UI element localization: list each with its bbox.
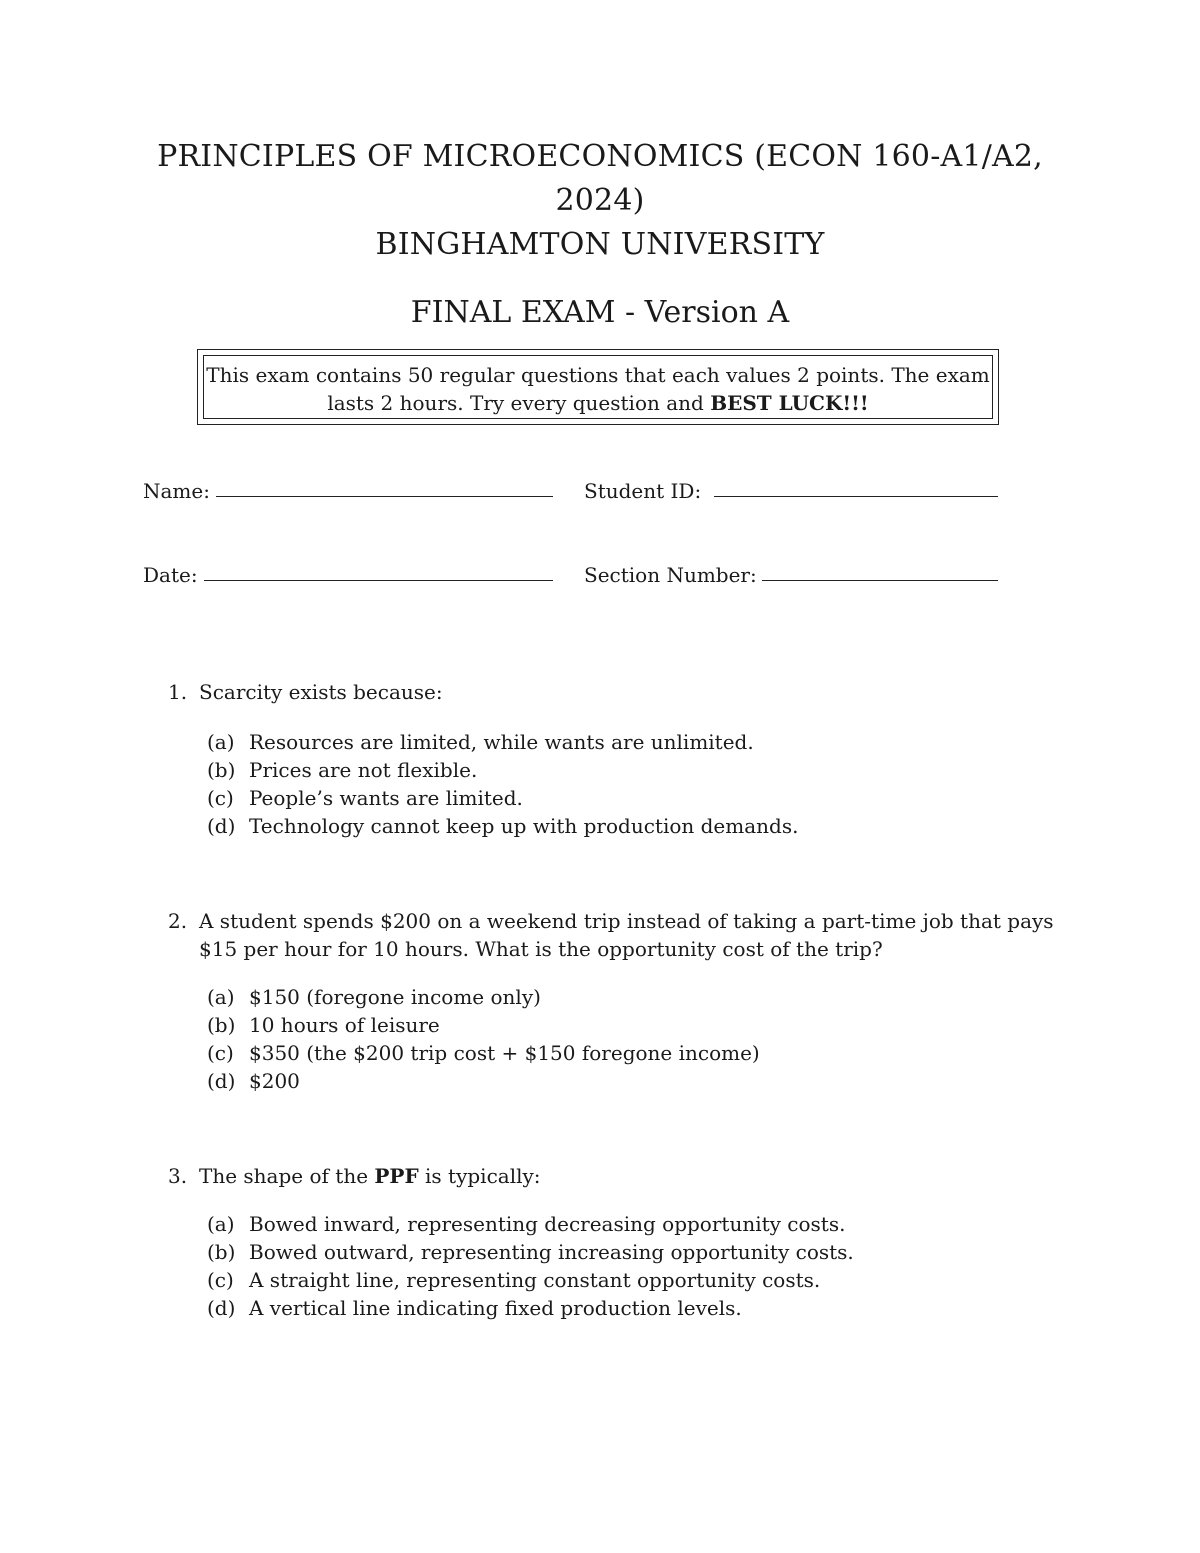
notice-line-2-text: lasts 2 hours. Try every question and [327, 391, 711, 415]
question-number: 1. [168, 680, 188, 704]
option-label: (c) [207, 1268, 234, 1292]
option-label: (b) [207, 1013, 236, 1037]
course-title-line-2: 2024) [555, 183, 645, 218]
question-text-suffix: is typically: [418, 1164, 541, 1188]
exam-notice-box [197, 349, 999, 425]
section-number-label: Section Number: [584, 563, 757, 587]
option-text: Prices are not flexible. [249, 758, 478, 782]
section-number-field[interactable] [762, 580, 998, 581]
question-number: 3. [168, 1164, 188, 1188]
option-label: (a) [207, 1212, 235, 1236]
option-text: Resources are limited, while wants are unlimited. [249, 730, 754, 754]
option-text: $150 (foregone income only) [249, 985, 541, 1009]
option-text: $350 (the $200 trip cost + $150 foregone income) [249, 1041, 760, 1065]
exam-header [0, 135, 1200, 267]
option-label: (c) [207, 1041, 234, 1065]
notice-best-luck: BEST LUCK!!! [710, 391, 869, 415]
course-title-line-1: PRINCIPLES OF MICROECONOMICS (ECON 160-A1/A2, [157, 139, 1043, 174]
option-text: A straight line, representing constant opportunity costs. [249, 1268, 821, 1292]
option-text: Technology cannot keep up with production demands. [249, 814, 799, 838]
option-text: $200 [249, 1069, 300, 1093]
notice-line-1: This exam contains 50 regular questions that each values 2 points. The exam [206, 363, 990, 387]
name-field[interactable] [216, 496, 553, 497]
option-text: Bowed inward, representing decreasing opportunity costs. [249, 1212, 846, 1236]
notice-line-2 [204, 389, 992, 417]
exam-title: FINAL EXAM - Version A [410, 295, 790, 330]
option-label: (c) [207, 786, 234, 810]
option-label: (d) [207, 1296, 236, 1320]
option-label: (a) [207, 985, 235, 1009]
option-label: (b) [207, 758, 236, 782]
date-label: Date: [143, 563, 198, 587]
question-text: A student spends $200 on a weekend trip instead of taking a part-time job that pays $15 per hour for 10 hours. What is the opportunity cost of the trip? [199, 909, 1054, 961]
option-text: Bowed outward, representing increasing opportunity costs. [249, 1240, 854, 1264]
option-text: People’s wants are limited. [249, 786, 523, 810]
option-label: (b) [207, 1240, 236, 1264]
question-number: 2. [168, 909, 188, 933]
option-text: A vertical line indicating fixed production levels. [249, 1296, 742, 1320]
date-field[interactable] [204, 580, 553, 581]
question-text-prefix: The shape of the [199, 1164, 375, 1188]
exam-notice-inner [203, 355, 993, 419]
student-id-field[interactable] [714, 496, 998, 497]
question-text: Scarcity exists because: [199, 680, 443, 704]
option-label: (d) [207, 1069, 236, 1093]
student-id-label: Student ID: [584, 479, 702, 503]
option-label: (a) [207, 730, 235, 754]
question-text [199, 1162, 1069, 1190]
name-label: Name: [143, 479, 210, 503]
university-name: BINGHAMTON UNIVERSITY [375, 227, 825, 262]
option-label: (d) [207, 814, 236, 838]
ppf-term: PPF [374, 1164, 419, 1188]
option-text: 10 hours of leisure [249, 1013, 440, 1037]
